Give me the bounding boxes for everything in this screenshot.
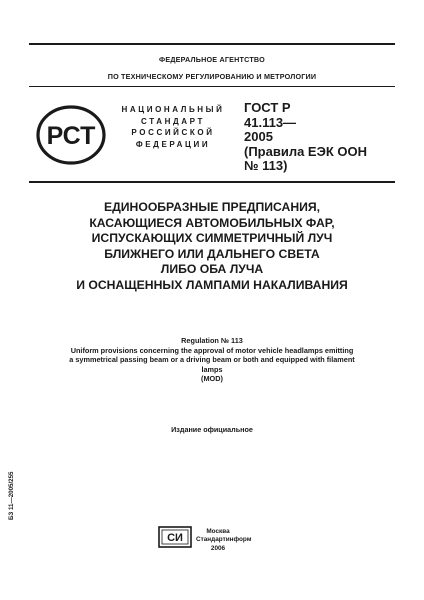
publisher-logo-lettering: СИ: [167, 532, 183, 544]
title-line: КАСАЮЩИЕСЯ АВТОМОБИЛЬНЫХ ФАР,: [89, 215, 335, 230]
regulation-line: lamps: [201, 364, 223, 374]
edition-label: Издание официальное: [171, 425, 253, 434]
gost-line: № 113): [244, 158, 288, 173]
title-line: ИСПУСКАЮЩИХ СИММЕТРИЧНЫЙ ЛУЧ: [91, 231, 333, 245]
gost-line: ГОСТ Р: [244, 100, 291, 115]
publisher-line: Стандартинформ: [196, 536, 252, 544]
top-rule: [29, 43, 395, 45]
bottom-rule: [29, 181, 395, 183]
document-title: [29, 200, 395, 293]
gost-line: 2005: [244, 129, 273, 144]
national-line: СТАНДАРТ: [141, 116, 205, 126]
standartinform-logo-icon: [158, 526, 192, 548]
regulation-line: (MOD): [201, 374, 223, 384]
middle-rule: [29, 86, 395, 87]
title-line: И ОСНАЩЕННЫХ ЛАМПАМИ НАКАЛИВАНИЯ: [76, 277, 348, 292]
title-line: ЕДИНООБРАЗНЫЕ ПРЕДПИСАНИЯ,: [103, 200, 321, 214]
agency-subtitle: ПО ТЕХНИЧЕСКОМУ РЕГУЛИРОВАНИЮ И МЕТРОЛОГИИ: [107, 72, 317, 81]
title-line: ЛИБО ОБА ЛУЧА: [160, 262, 264, 276]
regulation-number: Regulation № 113: [181, 336, 243, 345]
national-standard-label: [112, 104, 234, 150]
regulation-english-title: [24, 336, 400, 384]
national-line: НАЦИОНАЛЬНЫЙ: [121, 105, 225, 114]
regulation-line: a symmetrical passing beam or a driving beam or both and equipped with filament: [69, 355, 355, 365]
national-line: ФЕДЕРАЦИИ: [135, 139, 211, 149]
rst-certification-mark-icon: [36, 105, 106, 165]
gost-line: (Правила ЕЭК ООН: [244, 143, 368, 159]
national-line: РОССИЙСКОЙ: [131, 128, 215, 137]
gost-line: 41.113—: [244, 114, 297, 130]
gost-designation: [244, 101, 367, 174]
side-code: БЗ 11—2005/255: [8, 471, 15, 520]
regulation-line: Uniform provisions concerning the approval of motor vehicle headlamps emitting: [70, 345, 354, 355]
publisher-info: [196, 528, 252, 553]
title-line: БЛИЖНЕГО ИЛИ ДАЛЬНЕГО СВЕТА: [104, 246, 320, 261]
agency-name: ФЕДЕРАЛЬНОЕ АГЕНТСТВО: [159, 55, 265, 64]
publisher-line: Москва: [206, 528, 230, 535]
publisher-line: 2006: [210, 544, 226, 552]
logo-lettering: РСТ: [46, 122, 96, 150]
